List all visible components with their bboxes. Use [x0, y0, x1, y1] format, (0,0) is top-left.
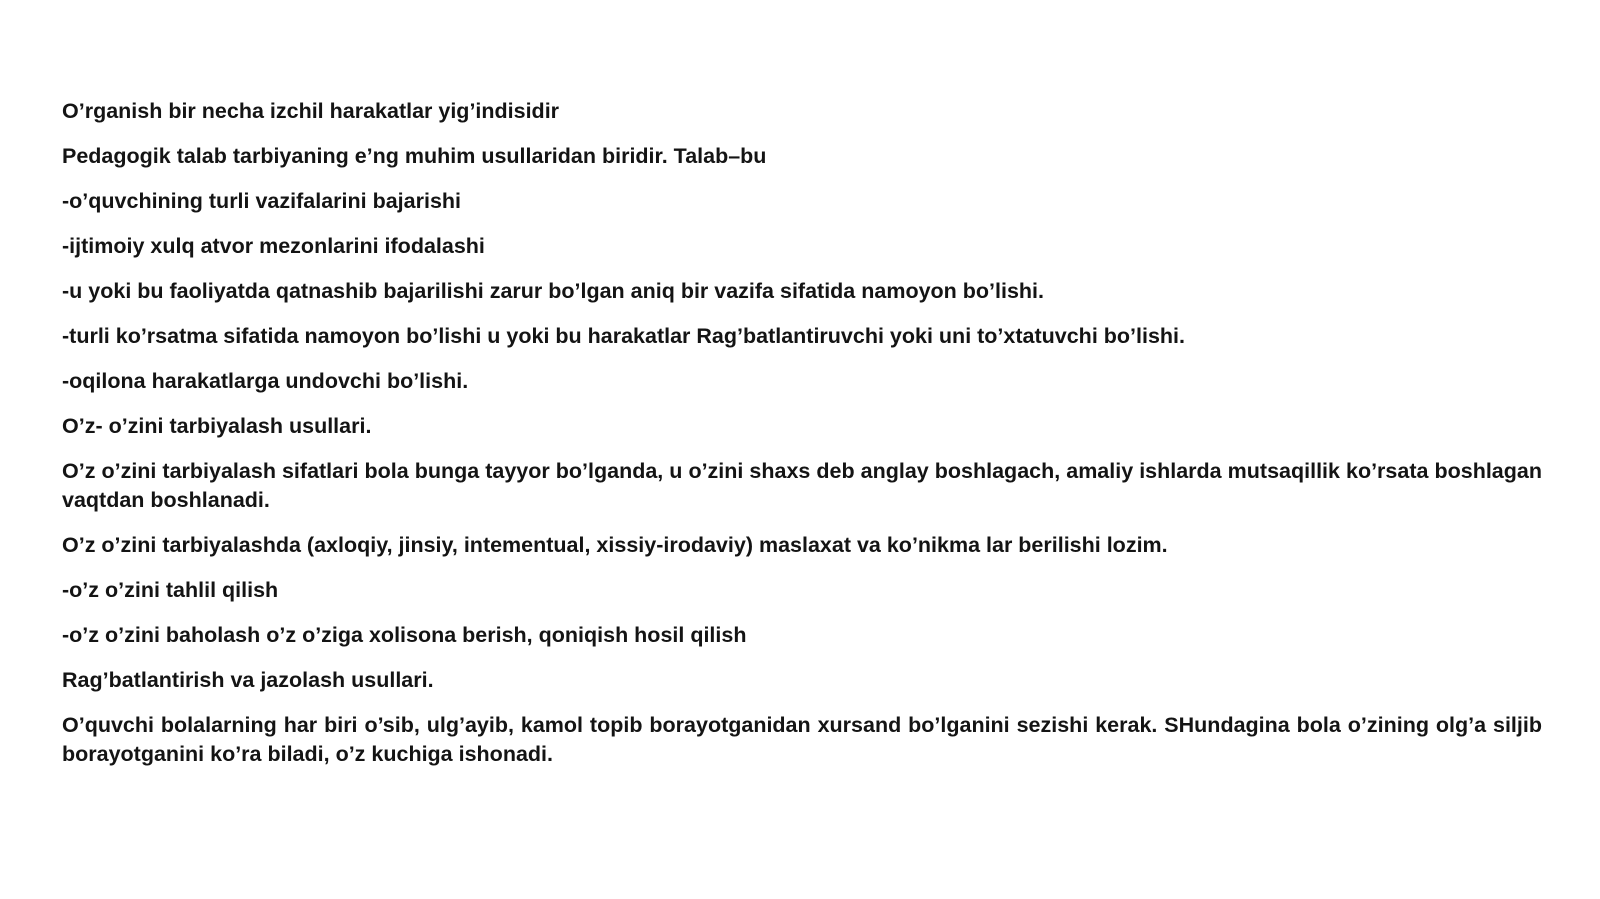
paragraph-pedagogical-demand: Pedagogik talab tarbiyaning e’ng muhim usullaridan biridir. Talab–bu: [62, 144, 767, 168]
list-item-instruction: -turli ko’rsatma sifatida namoyon bo’lishi u yoki bu harakatlar Rag’batlantiruvchi yoki uni to’xtatuvchi bo’lishi.: [62, 324, 1185, 348]
list-item-tasks: -o’quvchining turli vazifalarini bajarishi: [62, 189, 462, 213]
paragraph-self-education-advice: O’z o’zini tarbiyalashda (axloqiy, jinsiy, intementual, xissiy-irodaviy) maslaxat va ko’nikma lar berilishi lozim.: [62, 533, 1168, 557]
paragraph-self-education-qualities: O’z o’zini tarbiyalash sifatlari bola bunga tayyor bo’lganda, u o’zini shaxs deb anglay boshlagach, amaliy ishlarda mutsaqillik ko’rsata boshlagan vaqtdan boshlanadi.: [62, 459, 1542, 512]
section-heading-self-education: O’z- o’zini tarbiyalash usullari.: [62, 414, 372, 438]
paragraph-learning-definition: O’rganish bir necha izchil harakatlar yig’indisidir: [62, 99, 560, 123]
list-item-rational-actions: -oqilona harakatlarga undovchi bo’lishi.: [62, 369, 469, 393]
list-item-self-assessment: -o’z o’zini baholash o’z o’ziga xolisona berish, qoniqish hosil qilish: [62, 623, 747, 647]
section-heading-encouragement: Rag’batlantirish va jazolash usullari.: [62, 668, 434, 692]
list-item-self-analysis: -o’z o’zini tahlil qilish: [62, 578, 279, 602]
list-item-activity-task: -u yoki bu faoliyatda qatnashib bajarilishi zarur bo’lgan aniq bir vazifa sifatida namoyon bo’lishi.: [62, 279, 1044, 303]
paragraph-student-growth: O’quvchi bolalarning har biri o’sib, ulg’ayib, kamol topib borayotganidan xursand bo’lganini sezishi kerak. SHundagina bola o’zining olg’a siljib borayotganini ko’ra biladi, o’z kuchiga ishonadi.: [62, 713, 1542, 766]
slide-text-body: [62, 97, 1542, 785]
list-item-social-behavior: -ijtimoiy xulq atvor mezonlarini ifodalashi: [62, 234, 485, 258]
